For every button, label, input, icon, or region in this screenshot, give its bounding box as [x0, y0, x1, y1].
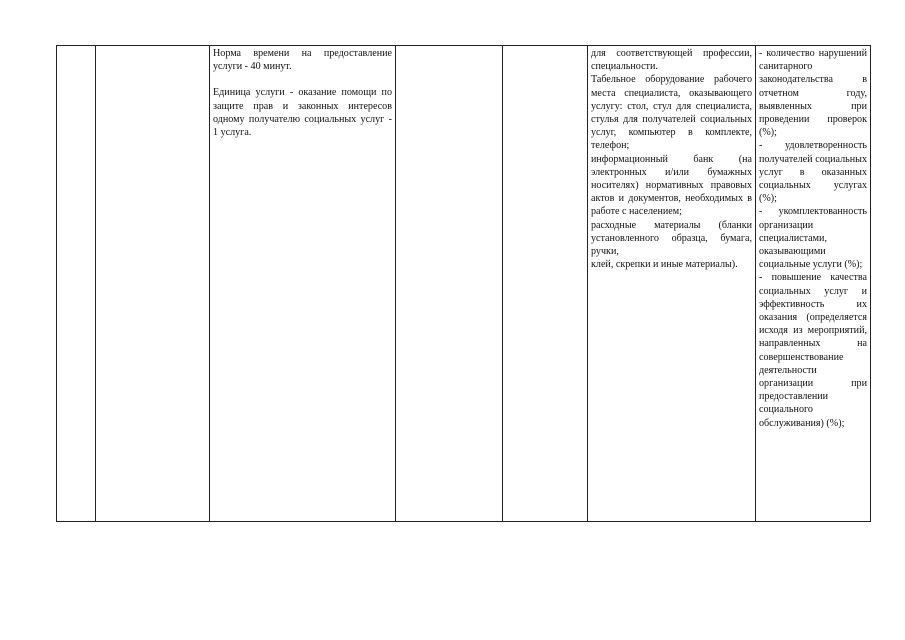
- cell-number: [57, 46, 96, 522]
- services-table: [56, 45, 871, 522]
- service-unit-text: Единица услуги - оказание помощи по защите прав и законных интересов одному получателю социальных услуг - 1 услуга.: [213, 87, 392, 139]
- equipment-text-4: расходные материалы (бланки установленного образца, бумага, ручки,: [591, 219, 752, 258]
- cell-norm: [210, 46, 396, 522]
- cell-indicators: [756, 46, 871, 522]
- indicator-2: - удовлетворенность получателей социальных услуг в оказанных социальных услугах (%);: [759, 140, 867, 205]
- indicator-3: - укомплектованность организации специалистами, оказывающими социальные услуги (%);: [759, 206, 867, 271]
- indicator-1: - количество нарушений санитарного законодательства в отчетном году, выявленных при проведении проверок (%);: [759, 48, 867, 139]
- equipment-text-3: информационный банк (на электронных и/или бумажных носителях) нормативных правовых актов и документов, необходимых в работе с населением;: [591, 153, 752, 218]
- cell-service-name: [96, 46, 210, 522]
- table-row: [57, 46, 871, 522]
- norm-time-text: Норма времени на предоставление услуги - 40 минут.: [213, 48, 392, 73]
- indicator-4: - повышение качества социальных услуг и эффективность их оказания (определяется исходя из мероприятий, направленных на совершенствование деятельности организации при предоставлении социального обслуживания) (%);: [759, 272, 867, 429]
- equipment-text-2: Табельное оборудование рабочего места специалиста, оказывающего услугу: стол, стул для специалиста, стулья для получателей социальных услуг, компьютер в комплекте, телефон;: [591, 74, 752, 152]
- cell-equipment: [588, 46, 756, 522]
- equipment-text-5: клей, скрепки и иные материалы).: [591, 259, 738, 271]
- equipment-text-1: для соответствующей профессии, специальности.: [591, 48, 752, 73]
- cell-empty-5: [503, 46, 588, 522]
- cell-empty-4: [396, 46, 503, 522]
